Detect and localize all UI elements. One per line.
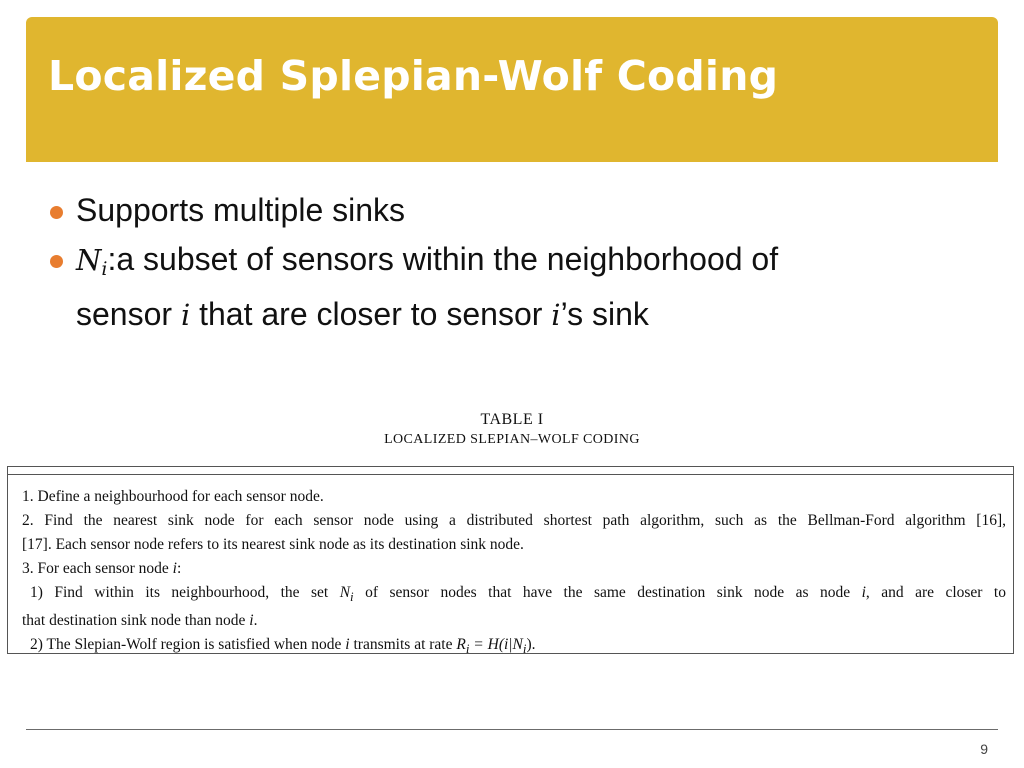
math-var-N: $N_i$	[76, 243, 108, 280]
footer-divider	[26, 729, 998, 730]
table-body	[22, 485, 1006, 661]
table-caption-number: TABLE I	[480, 411, 544, 428]
table-row: 1. Define a neighbourhood for each sensor node.	[22, 488, 324, 505]
bullet-text: sensor	[76, 296, 181, 332]
table-divider	[8, 474, 1013, 475]
table-row: 1) Find within its neighbourhood, the set $N_i$ of sensor nodes that have the same destination sink node as node i, and are closer to	[30, 584, 1006, 605]
math-var-i: i	[551, 298, 561, 332]
algorithm-table	[7, 466, 1014, 657]
bullet-text: ’s sink	[560, 296, 649, 332]
bullet-dot-icon	[50, 206, 63, 219]
table-row: 2) The Slepian-Wolf region is satisfied when node i transmits at rate $R_i = H(i|N_i)$.	[30, 636, 536, 657]
bullet-list	[44, 188, 974, 342]
bullet-text: that are closer to sensor	[190, 296, 552, 332]
math-var-i: i	[180, 298, 191, 332]
bullet-item	[44, 237, 974, 338]
table-row: 2. Find the nearest sink node for each sensor node using a distributed shortest path algorithm, such as the Bellman-Ford algorithm [16],	[22, 512, 1006, 529]
table-row: that destination sink node than node i.	[22, 612, 258, 630]
bullet-dot-icon	[50, 255, 63, 268]
table-caption-title: LOCALIZED SLEPIAN–WOLF CODING	[384, 432, 640, 447]
page-number: 9	[980, 741, 988, 757]
bullet-text: Supports multiple sinks	[76, 192, 406, 228]
table-row: [17]. Each sensor node refers to its nearest sink node as its destination sink node.	[22, 536, 524, 553]
bullet-text: :a subset of sensors within the neighborhood of	[107, 241, 779, 277]
slide-title: Localized Splepian-Wolf Coding	[48, 52, 779, 100]
bullet-item	[44, 188, 974, 233]
table-row: 3. For each sensor node i:	[22, 560, 182, 577]
